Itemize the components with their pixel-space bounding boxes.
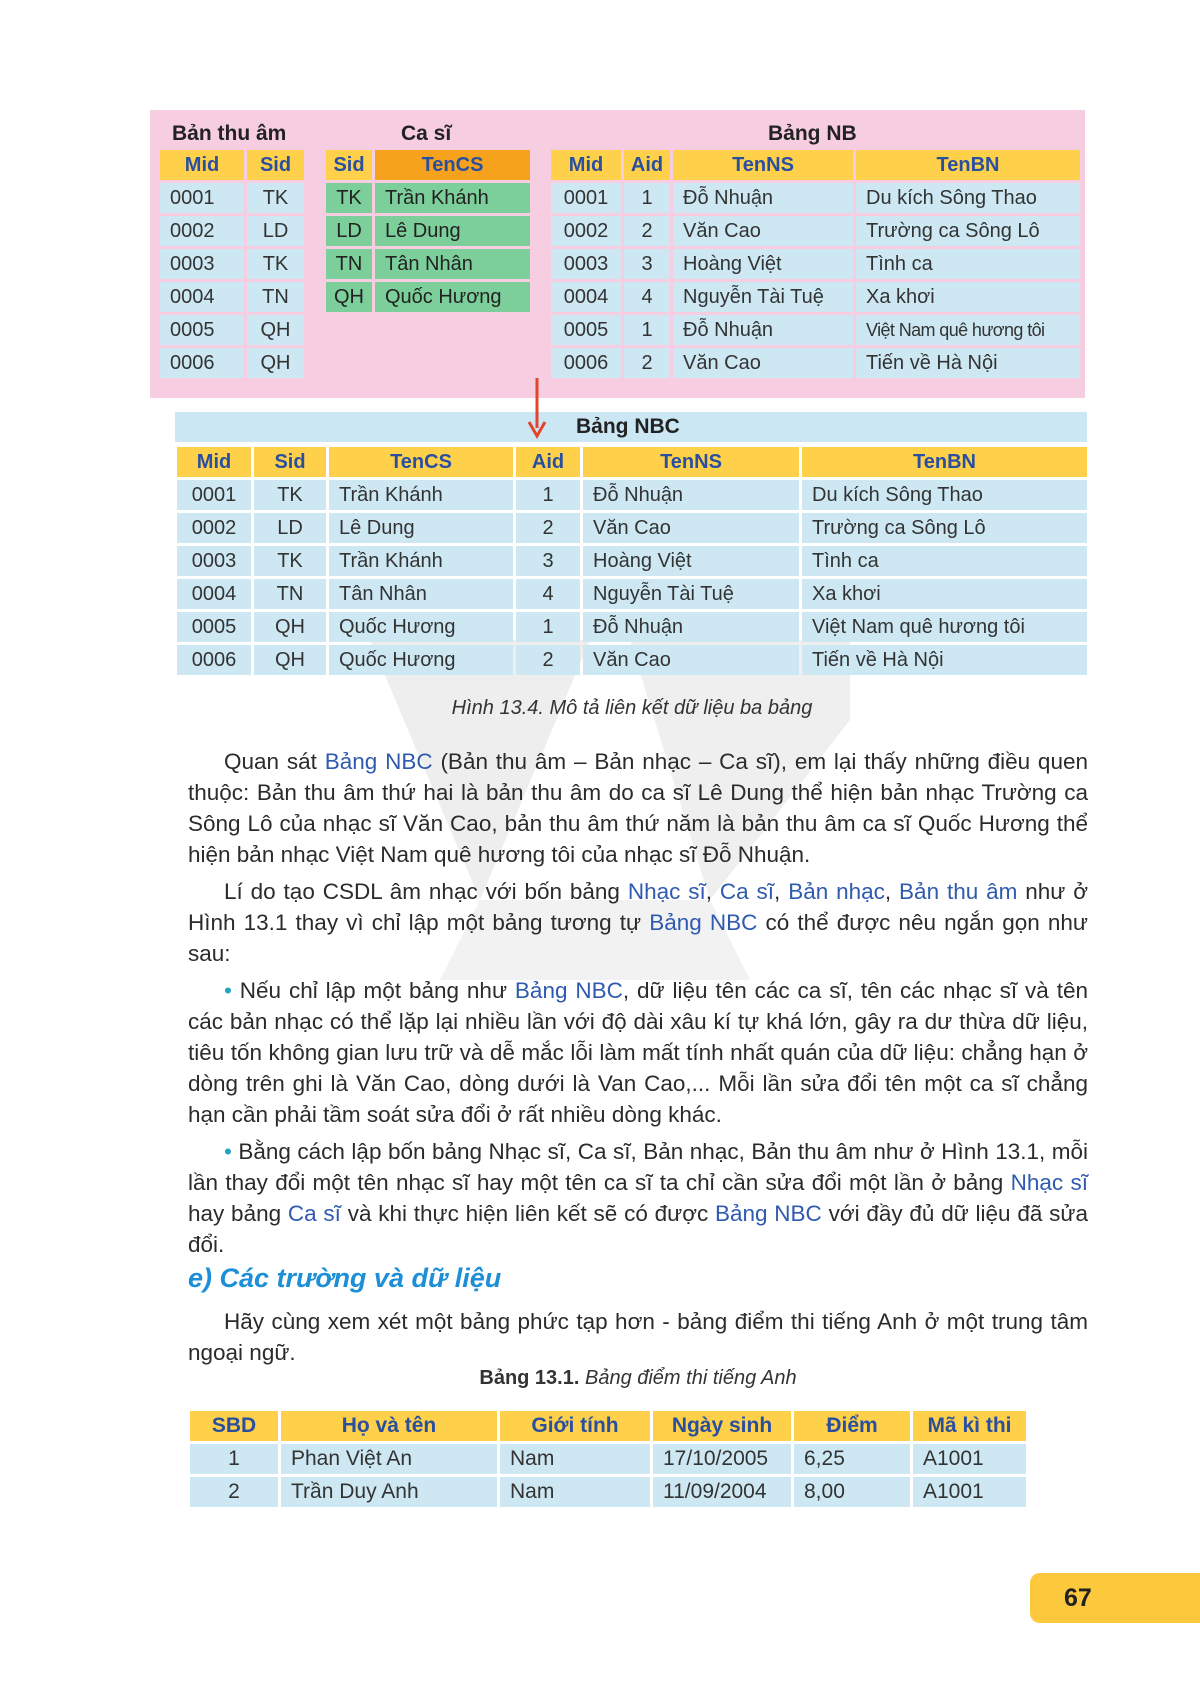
cell: Đỗ Nhuận xyxy=(583,612,799,642)
cell: Văn Cao xyxy=(673,348,853,378)
table-row xyxy=(160,216,304,246)
cell: Lê Dung xyxy=(375,216,530,246)
cell: Tình ca xyxy=(856,249,1080,279)
cell: Xa khơi xyxy=(856,282,1080,312)
cell: QH xyxy=(247,348,304,378)
text: Lí do tạo CSDL âm nhạc với bốn bảng xyxy=(224,879,628,904)
column-header: Giới tính xyxy=(500,1411,650,1441)
table-row xyxy=(177,546,1087,576)
cell: QH xyxy=(254,645,326,675)
paragraph xyxy=(188,746,1088,870)
text: hay bảng xyxy=(188,1201,288,1226)
text: Quan sát xyxy=(224,749,325,774)
cell: 0004 xyxy=(160,282,244,312)
cell: LD xyxy=(326,216,372,246)
cell: TK xyxy=(326,183,372,213)
table-row xyxy=(551,348,1080,378)
cell: 2 xyxy=(624,216,670,246)
cell: QH xyxy=(254,612,326,642)
table-row xyxy=(177,579,1087,609)
body-text-e xyxy=(188,1306,1088,1368)
table-bang-nbc xyxy=(174,444,1090,678)
column-header: TenCS xyxy=(329,447,513,477)
term-link: Bảng NBC xyxy=(324,749,433,774)
cell: Nguyễn Tài Tuệ xyxy=(673,282,853,312)
cell: Trần Khánh xyxy=(329,546,513,576)
bullet-icon: • xyxy=(224,978,232,1003)
table-row xyxy=(177,612,1087,642)
table-bang-nb xyxy=(548,147,1083,381)
paragraph xyxy=(188,876,1088,969)
table-row xyxy=(326,282,530,312)
cell: Quốc Hương xyxy=(375,282,530,312)
bullet-icon: • xyxy=(224,1139,232,1164)
table-row xyxy=(551,282,1080,312)
cell: TK xyxy=(247,249,304,279)
cell: Đỗ Nhuận xyxy=(673,183,853,213)
cell: Tiến về Hà Nội xyxy=(802,645,1087,675)
column-header: Mid xyxy=(160,150,244,180)
cell: Du kích Sông Thao xyxy=(802,480,1087,510)
table-row xyxy=(160,315,304,345)
table-row xyxy=(326,249,530,279)
cell: 1 xyxy=(624,315,670,345)
cell: 17/10/2005 xyxy=(653,1444,791,1474)
cell: 0003 xyxy=(551,249,621,279)
table-row xyxy=(177,480,1087,510)
figure-caption: Hình 13.4. Mô tả liên kết dữ liệu ba bảng xyxy=(451,697,813,719)
cell: Trường ca Sông Lô xyxy=(856,216,1080,246)
cell: 8,00 xyxy=(794,1477,910,1507)
table-ban-thu-am xyxy=(157,147,307,381)
cell: LD xyxy=(247,216,304,246)
column-header: SBD xyxy=(190,1411,278,1441)
cell: Hoàng Việt xyxy=(673,249,853,279)
cell: Văn Cao xyxy=(583,645,799,675)
cell: 0002 xyxy=(177,513,251,543)
column-header: TenCS xyxy=(375,150,530,180)
cell: 6,25 xyxy=(794,1444,910,1474)
cell: 4 xyxy=(516,579,580,609)
text: có thể được nêu ngắn gọn như sau: xyxy=(188,910,1088,966)
cell: Tân Nhân xyxy=(329,579,513,609)
cell: Xa khơi xyxy=(802,579,1087,609)
table-caption-bang-nb: Bảng NB xyxy=(768,122,857,145)
cell: 1 xyxy=(624,183,670,213)
cell: 2 xyxy=(190,1477,278,1507)
table-row xyxy=(551,216,1080,246)
caption-title: Bảng điểm thi tiếng Anh xyxy=(579,1367,797,1389)
text: , xyxy=(774,879,789,904)
column-header: Ngày sinh xyxy=(653,1411,791,1441)
cell: Tiến về Hà Nội xyxy=(856,348,1080,378)
cell: 0006 xyxy=(177,645,251,675)
cell: Lê Dung xyxy=(329,513,513,543)
caption-label: Bảng 13.1. xyxy=(479,1367,580,1389)
column-header: Sid xyxy=(254,447,326,477)
cell: 0006 xyxy=(160,348,244,378)
cell: 0006 xyxy=(551,348,621,378)
column-header: TenBN xyxy=(856,150,1080,180)
column-header: Họ và tên xyxy=(281,1411,497,1441)
table-row xyxy=(160,348,304,378)
table-row xyxy=(326,183,530,213)
cell: Nam xyxy=(500,1444,650,1474)
cell: Quốc Hương xyxy=(329,645,513,675)
cell: 0005 xyxy=(177,612,251,642)
cell: QH xyxy=(247,315,304,345)
page-number: 67 xyxy=(1030,1573,1200,1623)
cell: Du kích Sông Thao xyxy=(856,183,1080,213)
cell: LD xyxy=(254,513,326,543)
column-header: Aid xyxy=(624,150,670,180)
cell: Trần Khánh xyxy=(329,480,513,510)
term-link: Bản nhạc xyxy=(788,879,885,904)
text: , dữ liệu tên các ca sĩ, tên các nhạc sĩ và tên các bản nhạc có thể lặp lại nhiều lần với độ dài xâu kí tự khá lớn, gây ra dư thừa dữ liệu, tiêu tốn không gian lưu trữ và dễ mắc lỗi làm mất tính nhất quán của dữ liệu: chẳng hạn ở dòng trên ghi là Văn Cao, dòng dưới là Van Cao,... Mỗi lần sửa đổi tên một ca sĩ chẳng hạn cần phải tầm soát sửa đổi ở rất nhiều dòng khác. xyxy=(188,978,1088,1127)
column-header: Mã kì thi xyxy=(913,1411,1026,1441)
arrow-down-icon xyxy=(527,378,547,440)
cell: 3 xyxy=(516,546,580,576)
column-header: TenBN xyxy=(802,447,1087,477)
cell: 0004 xyxy=(177,579,251,609)
table-ca-si xyxy=(323,147,533,315)
column-header: Mid xyxy=(177,447,251,477)
column-header: TenNS xyxy=(673,150,853,180)
cell: Phan Việt An xyxy=(281,1444,497,1474)
cell: Trường ca Sông Lô xyxy=(802,513,1087,543)
cell: Trần Khánh xyxy=(375,183,530,213)
cell: 0003 xyxy=(160,249,244,279)
cell: TN xyxy=(247,282,304,312)
table-row xyxy=(551,249,1080,279)
term-link: Bản thu âm xyxy=(899,879,1018,904)
cell: 0001 xyxy=(177,480,251,510)
cell: 3 xyxy=(624,249,670,279)
column-header: Sid xyxy=(326,150,372,180)
cell: Văn Cao xyxy=(583,513,799,543)
table-row xyxy=(551,183,1080,213)
cell: 2 xyxy=(624,348,670,378)
cell: Tình ca xyxy=(802,546,1087,576)
table-row xyxy=(190,1477,1026,1507)
section-heading: e) Các trường và dữ liệu xyxy=(188,1263,502,1293)
text: (Bản thu âm – Bản nhạc – Ca sĩ), em lại thấy những điều quen thuộc: Bản thu âm thứ hai là bản thu âm do ca sĩ Lê Dung thể hiện bản nhạc Trường ca Sông Lô của nhạc sĩ Văn Cao, bản thu âm thứ năm là bản thu âm ca sĩ Quốc Hương thể hiện bản nhạc Việt Nam quê hương tôi của nhạc sĩ Đỗ Nhuận. xyxy=(188,749,1088,867)
cell: Đỗ Nhuận xyxy=(673,315,853,345)
text: như ở Hình 13.1 thay vì chỉ lập một bảng tương tự xyxy=(188,879,1088,935)
cell: Văn Cao xyxy=(673,216,853,246)
cell: Việt Nam quê hương tôi xyxy=(856,315,1080,345)
cell: Việt Nam quê hương tôi xyxy=(802,612,1087,642)
bullet-paragraph xyxy=(188,975,1088,1130)
cell: TN xyxy=(254,579,326,609)
term-link: Nhạc sĩ xyxy=(627,879,706,904)
column-header: Điểm xyxy=(794,1411,910,1441)
text: và khi thực hiện liên kết sẽ có được xyxy=(340,1201,715,1226)
table-13-1-caption xyxy=(188,1367,1088,1390)
table-row xyxy=(326,216,530,246)
cell: A1001 xyxy=(913,1444,1026,1474)
term-link: Ca sĩ xyxy=(287,1201,341,1226)
cell: 1 xyxy=(516,612,580,642)
table-row xyxy=(177,513,1087,543)
table-caption-ban-thu-am: Bản thu âm xyxy=(172,122,287,145)
cell: TK xyxy=(254,546,326,576)
table-row xyxy=(177,645,1087,675)
table-row xyxy=(160,183,304,213)
term-link: Bảng NBC xyxy=(714,1201,822,1226)
text: với đầy đủ dữ liệu đã sửa đổi. xyxy=(188,1201,1088,1257)
column-header: TenNS xyxy=(583,447,799,477)
paragraph: Hãy cùng xem xét một bảng phức tạp hơn - bảng điểm thi tiếng Anh ở một trung tâm ngoại ngữ. xyxy=(188,1309,1088,1365)
cell: Nam xyxy=(500,1477,650,1507)
text: Nếu chỉ lập một bảng như xyxy=(231,978,515,1003)
text: , xyxy=(705,879,720,904)
column-header: Aid xyxy=(516,447,580,477)
cell: Nguyễn Tài Tuệ xyxy=(583,579,799,609)
cell: Hoàng Việt xyxy=(583,546,799,576)
cell: 0004 xyxy=(551,282,621,312)
cell: TN xyxy=(326,249,372,279)
cell: Đỗ Nhuận xyxy=(583,480,799,510)
table-row xyxy=(160,249,304,279)
table-row xyxy=(551,315,1080,345)
cell: TK xyxy=(247,183,304,213)
cell: 0005 xyxy=(160,315,244,345)
cell: 0003 xyxy=(177,546,251,576)
table-row xyxy=(190,1444,1026,1474)
cell: 0001 xyxy=(160,183,244,213)
bullet-paragraph xyxy=(188,1136,1088,1260)
cell: 0001 xyxy=(551,183,621,213)
cell: 1 xyxy=(516,480,580,510)
term-link: Ca sĩ xyxy=(719,879,775,904)
table-row xyxy=(160,282,304,312)
table-caption-bang-nbc: Bảng NBC xyxy=(576,415,680,438)
cell: 1 xyxy=(190,1444,278,1474)
term-link: Bảng NBC xyxy=(514,978,623,1003)
text: , xyxy=(884,879,900,904)
cell: 0002 xyxy=(551,216,621,246)
text: Bằng cách lập bốn bảng Nhạc sĩ, Ca sĩ, Bản nhạc, Bản thu âm như ở Hình 13.1, mỗi lần thay đổi một tên nhạc sĩ hay một tên ca sĩ ta chỉ cần sửa đổi một lần ở bảng xyxy=(188,1139,1088,1195)
cell: TK xyxy=(254,480,326,510)
cell: 0005 xyxy=(551,315,621,345)
body-text xyxy=(188,746,1088,1260)
term-link: Nhạc sĩ xyxy=(1010,1170,1089,1195)
column-header: Sid xyxy=(247,150,304,180)
cell: Tân Nhân xyxy=(375,249,530,279)
cell: 2 xyxy=(516,645,580,675)
cell: 4 xyxy=(624,282,670,312)
cell: 2 xyxy=(516,513,580,543)
cell: Quốc Hương xyxy=(329,612,513,642)
table-caption-ca-si: Ca sĩ xyxy=(401,122,452,145)
term-link: Bảng NBC xyxy=(649,910,758,935)
cell: 0002 xyxy=(160,216,244,246)
cell: Trần Duy Anh xyxy=(281,1477,497,1507)
cell: 11/09/2004 xyxy=(653,1477,791,1507)
cell: A1001 xyxy=(913,1477,1026,1507)
table-13-1 xyxy=(187,1408,1029,1510)
column-header: Mid xyxy=(551,150,621,180)
cell: QH xyxy=(326,282,372,312)
